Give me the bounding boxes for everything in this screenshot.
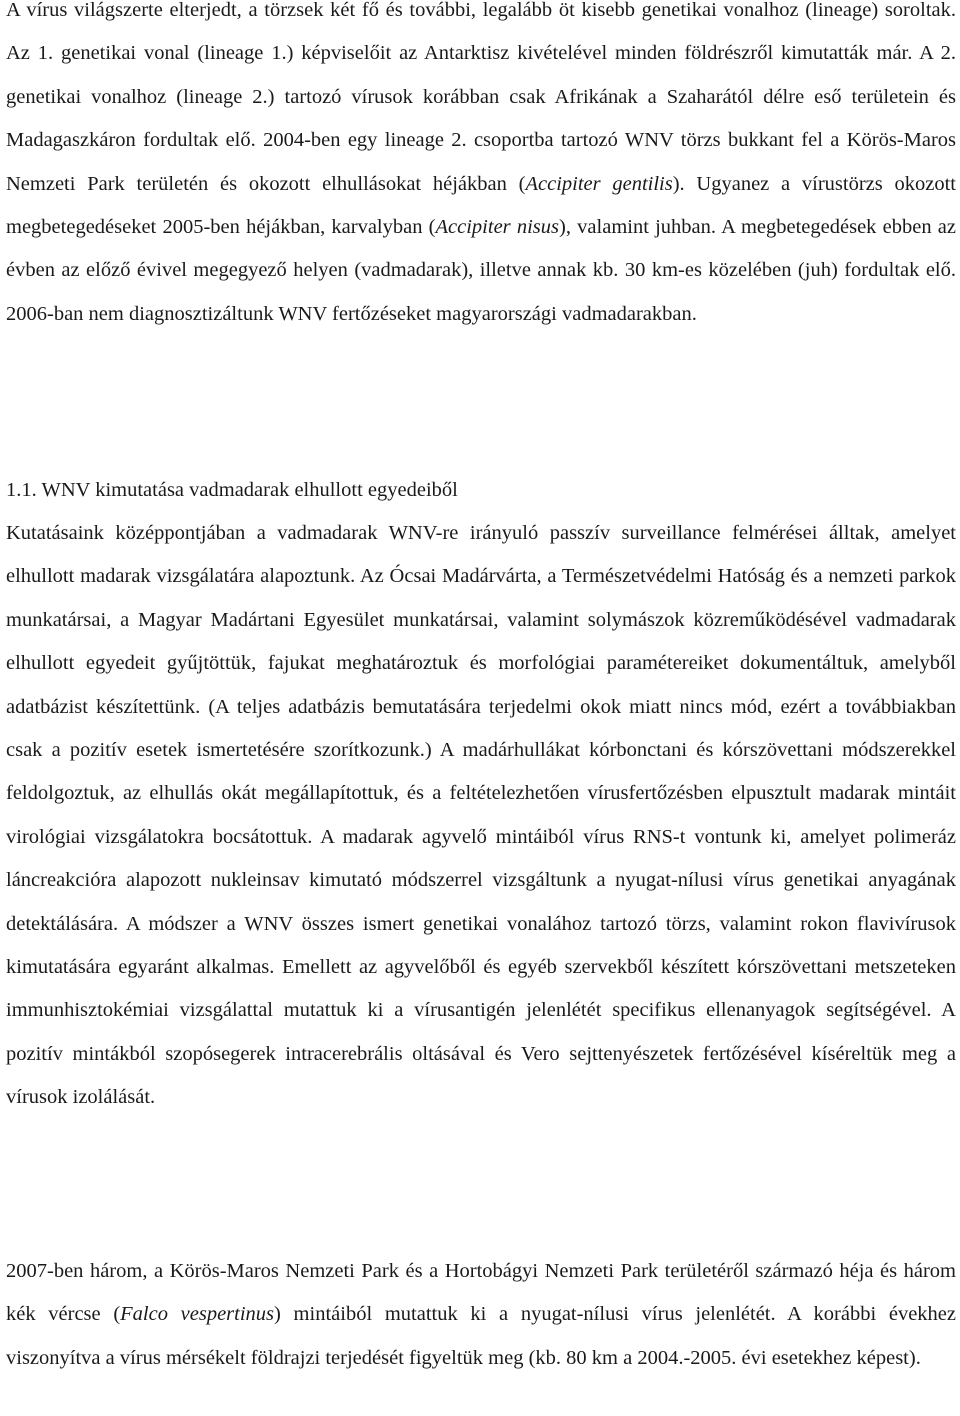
paragraph-text: A vírus világszerte elterjedt, a törzsek két fő és további, legalább öt kisebb genetikai vonalhoz (lineage) soroltak. Az 1. genetikai vonal (lineage 1.) képviselőit az Antarktisz kivételével minden földrészről kimutatták már. A 2. genetikai vonalhoz (lineage 2.) tartozó vírusok korábban csak Afrikának a Szaharától délre eső területein és Madagaszkáron fordultak elő. 2004-ben egy lineage 2. csoportba tartozó WNV törzs bukkant fel a Körös-Maros Nemzeti Park területén és okozott elhullásokat héjákban ( (6, 0, 956, 195)
species-name: Accipiter nisus (435, 216, 560, 239)
paragraph-virus-lineages (6, 0, 956, 336)
species-name: Falco vespertinus (120, 1303, 275, 1326)
paragraph-surveillance-methods: Kutatásaink középpontjában a vadmadarak WNV-re irányuló passzív surveillance felmérései álltak, amelyet elhullott madarak vizsgálatára alapoztunk. Az Ócsai Madárvárta, a Természetvédelmi Hatóság és a nemzeti parkok munkatársai, a Magyar Madártani Egyesület munkatársai, valamint solymászok közreműködésével vadmadarak elhullott egyedeit gyűjtöttük, fajukat meghatároztuk és morfológiai paramétereiket dokumentáltuk, amelyből adatbázist készítettünk. (A teljes adatbázis bemutatására terjedelmi okok miatt nincs mód, ezért a továbbiakban csak a pozitív esetek ismertetésére szorítkozunk.) A madárhullákat kórbonctani és kórszövettani módszerekkel feldolgoztuk, az elhullás okát megállapítottuk, és a feltételezhetően vírusfertőzésben elpusztult madarak mintáit virológiai vizsgálatokra bocsátottuk. A madarak agyvelő mintáiból vírus RNS-t vontunk ki, amelyet polimeráz láncreakcióra alapozott nukleinsav kimutató módszerrel vizsgáltunk a nyugat-nílusi vírus genetikai anyagának detektálására. A módszer a WNV összes ismert genetikai vonalához tartozó törzs, valamint rokon flavivírusok kimutatására egyaránt alkalmas. Emellett az agyvelőből és egyéb szervekből készített kórszövettani metszeteken immunhisztokémiai vizsgálattal mutattuk ki a vírusantigén jelenlétét specifikus ellenanyagok segítségével. A pozitív mintákból szopósegerek intracerebrális oltásával és Vero sejttenyészetek fertőzésével kíséreltük meg a vírusok izolálását. (6, 522, 956, 1109)
paragraph-text: ). Ugyanez a vírustörzs okozott megbetegedéseket 2005-ben héjákban, karvalyban ( (6, 172, 956, 239)
paragraph-text: ) mintáiból mutattuk ki a nyugat-nílusi vírus jelenlétét. A korábbi évekhez viszonyítva a vírus mérsékelt földrajzi terjedését figyeltük meg (kb. 80 km a 2004.-2005. évi esetekhez képest). (6, 1303, 956, 1369)
section-heading: 1.1. WNV kimutatása vadmadarak elhullott egyedeiből (6, 479, 458, 501)
species-name: Accipiter gentilis (525, 172, 673, 195)
paragraph-text: ), valamint juhban. A megbetegedések ebben az évben az előző évivel megegyező helyen (vadmadarak), illetve annak kb. 30 km-es közelében (juh) fordultak elő. 2006-ban nem diagnosztizáltunk WNV fertőzéseket magyarországi vadmadarakban. (6, 216, 956, 325)
paragraph-2007-results (6, 1250, 956, 1380)
paragraph-text: 2007-ben három, a Körös-Maros Nemzeti Park és a Hortobágyi Nemzeti Park területéről származó héja és három kék vércse ( (6, 1260, 956, 1326)
